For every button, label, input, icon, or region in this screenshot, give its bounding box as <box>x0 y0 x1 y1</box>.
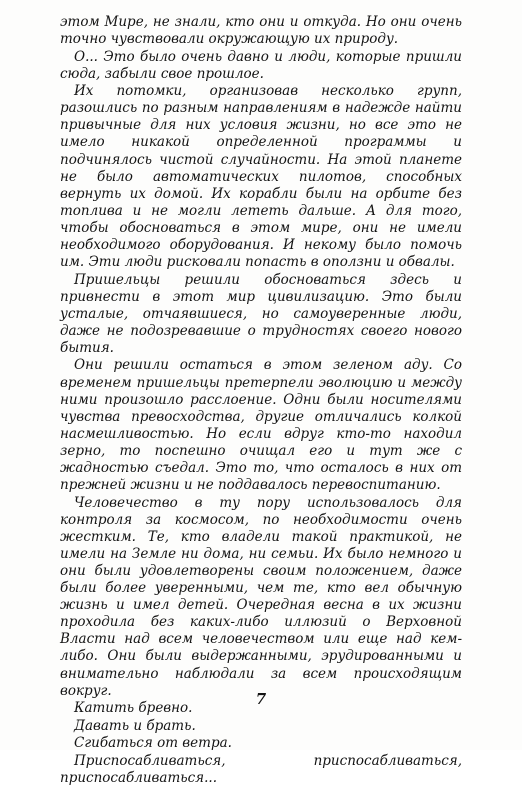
paragraph-1: этом Мире, не знали, кто они и откуда. Но они очень точно чувствовали окружающую их природу. <box>60 14 462 48</box>
paragraph-2: О... Это было очень давно и люди, которые пришли сюда, забыли свое прошлое. <box>60 48 462 82</box>
body-text <box>60 14 462 787</box>
paragraph-4: Пришельцы решили обосноваться здесь и привнести в этот мир цивилизацию. Это были усталые, отчаявшиеся, но самоуверенные люди, даже не подозревавшие о трудностях своего нового бытия. <box>60 271 462 356</box>
paragraph-5: Они решили остаться в этом зеленом аду. Со временем пришельцы претерпели эволюцию и между ними произошло расслоение. Одни были носителями чувства превосходства, другие отличались колкой насмешливостью. Но если вдруг кто-то находил зерно, то поспешно очищал его и тут же с жадностью съедал. Это то, что осталось в них от прежней жизни и не поддавалось перевоспитанию. <box>60 357 462 494</box>
paragraph-8: Давать и брать. <box>74 717 196 734</box>
page-number: 7 <box>255 690 267 708</box>
paragraph-10: Приспосабливаться, приспосабливаться, приспосабливаться... <box>60 752 462 786</box>
paragraph-7: Катить бревно. <box>74 700 193 717</box>
paragraph-9: Сгибаться от ветра. <box>74 735 232 752</box>
paragraph-3: Их потомки, организовав несколько групп, разошлись по разным направлениям в надежде найти привычные для них условия жизни, но все это не имело никакой определенной программы и подчинялось чистой случайности. На этой планете не было автоматических пилотов, способных вернуть их домой. Их корабли были на орбите без топлива и не могли лететь дальше. А для того, чтобы обосноваться в этом мире, они не имели необходимого оборудования. И некому было помочь им. Эти люди рисковали попасть в оползни и обвалы. <box>60 83 462 271</box>
paragraph-6: Человечество в ту пору использовалось для контроля за космосом, по необходимости очень жестким. Те, кто владели такой практикой, не имели на Земле ни дома, ни семьи. Их было немного и они были удовлетворены своим положением, даже были более уверенными, чем те, кто вел обычную жизнь и имел детей. Очередная весна в их жизни проходила без каких-либо иллюзий о Верховной Власти над всем человечеством или еще над кем-либо. Они были выдержанными, эрудированными и внимательно наблюдали за всем происходящим вокруг. <box>60 494 462 699</box>
